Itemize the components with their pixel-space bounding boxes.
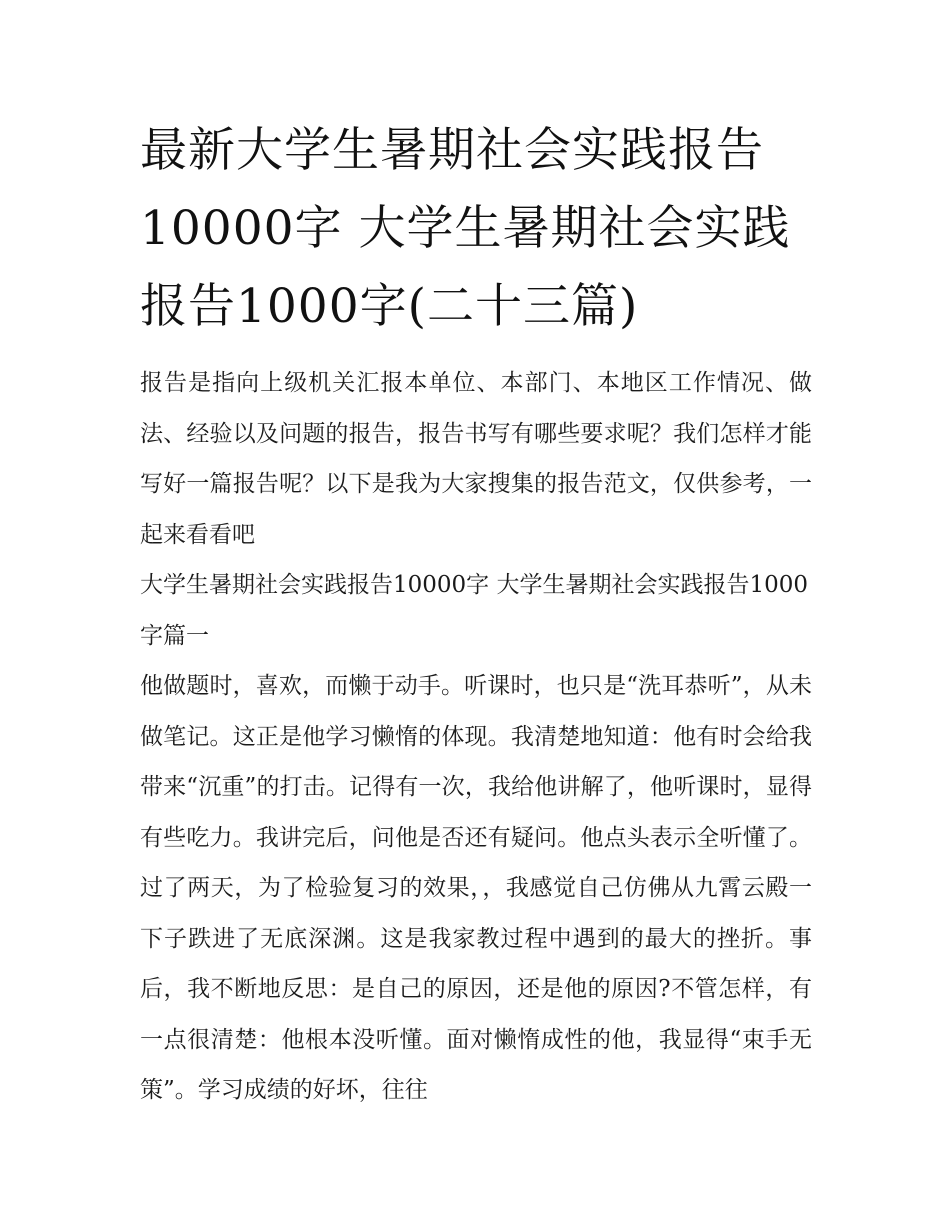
intro-paragraph: 报告是指向上级机关汇报本单位、本部门、本地区工作情况、做法、经验以及问题的报告，报告书写有哪些要求呢？我们怎样才能写好一篇报告呢？以下是我为大家搜集的报告范文，仅供参考，一起来看看吧: [140, 370, 812, 548]
section-heading: 大学生暑期社会实践报告10000字 大学生暑期社会实践报告1000字篇一: [140, 572, 809, 649]
document-content: [140, 112, 812, 1116]
body-paragraph: 他做题时，喜欢，而懒于动手。听课时，也只是“洗耳恭听”，从未做笔记。这正是他学习懒惰的体现。我清楚地知道：他有时会给我带来“沉重”的打击。记得有一次，我给他讲解了，他听课时，显得有些吃力。我讲完后，问他是否还有疑问。他点头表示全听懂了。过了两天，为了检验复习的效果，，我感觉自己仿佛从九霄云殿一下子跌进了无底深渊。这是我家教过程中遇到的最大的挫折。事后，我不断地反思：是自己的原因，还是他的原因?不管怎样，有一点很清楚：他根本没听懂。面对懒惰成性的他，我显得“束手无策”。学习成绩的好坏，往往: [140, 673, 812, 1103]
document-title: 最新大学生暑期社会实践报告10000字 大学生暑期社会实践报告1000字(二十三篇): [140, 123, 791, 334]
